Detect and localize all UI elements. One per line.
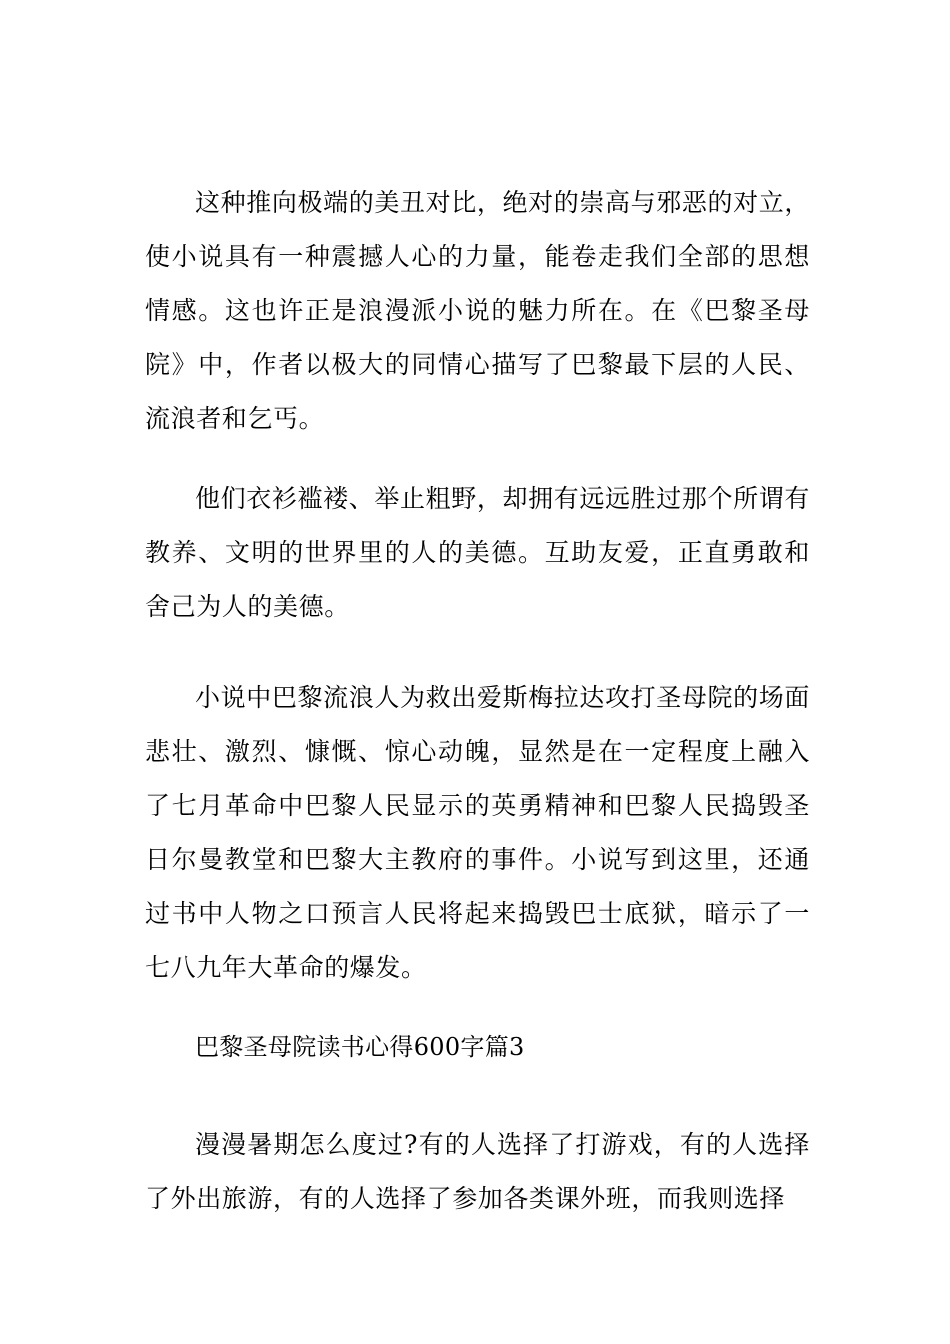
- paragraph-2: 他们衣衫褴褛、举止粗野，却拥有远远胜过那个所谓有教养、文明的世界里的人的美德。互助友爱，正直勇敢和舍己为人的美德。: [145, 484, 810, 621]
- paragraph-3: 小说中巴黎流浪人为救出爱斯梅拉达攻打圣母院的场面悲壮、激烈、慷慨、惊心动魄，显然是在一定程度上融入了七月革命中巴黎人民显示的英勇精神和巴黎人民捣毁圣日尔曼教堂和巴黎大主教府的事件。小说写到这里，还通过书中人物之口预言人民将起来捣毁巴士底狱，暗示了一七八九年大革命的爆发。: [145, 683, 810, 982]
- paragraph-4: 漫漫暑期怎么度过?有的人选择了打游戏，有的人选择了外出旅游，有的人选择了参加各类课外班，而我则选择: [145, 1130, 810, 1213]
- section-heading: 巴黎圣母院读书心得600字篇3: [195, 1033, 525, 1061]
- paragraph-1: 这种推向极端的美丑对比，绝对的崇高与邪恶的对立，使小说具有一种震撼人心的力量，能卷走我们全部的思想情感。这也许正是浪漫派小说的魅力所在。在《巴黎圣母院》中，作者以极大的同情心描写了巴黎最下层的人民、流浪者和乞丐。: [145, 188, 810, 433]
